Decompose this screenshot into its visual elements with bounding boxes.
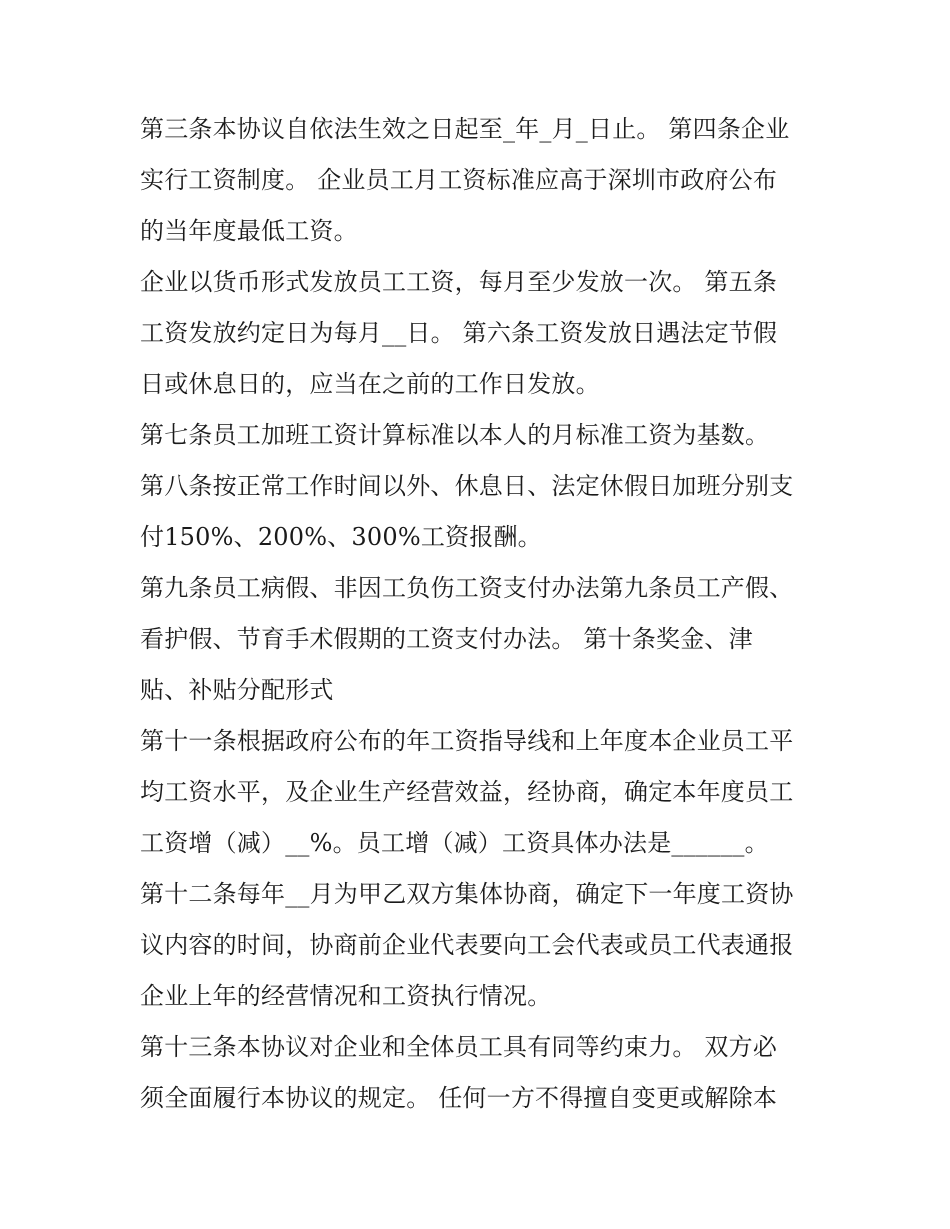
text-line: 企业以货币形式发放员工工资，每月至少发放一次。 第五条 [140,268,778,296]
text-line: 付150%、200%、300%工资报酬。 [140,523,542,551]
text-line: 贴、补贴分配形式 [140,676,334,704]
text-line: 第十三条本协议对企业和全体员工具有同等约束力。 双方必 [140,1033,778,1061]
text-line: 须全面履行本协议的规定。 任何一方不得擅自变更或解除本 [140,1084,778,1112]
text-line: 第三条本协议自依法生效之日起至_年_月_日止。 第四条企业 [140,115,790,143]
text-line: 日或休息日的，应当在之前的工作日发放。 [140,370,600,398]
text-line: 企业上年的经营情况和工资执行情况。 [140,982,552,1010]
text-line: 的当年度最低工资。 [140,217,358,245]
text-line: 第九条员工病假、非因工负伤工资支付办法第九条员工产假、 [140,574,794,602]
text-line: 第十二条每年__月为甲乙双方集体协商，确定下一年度工资协 [140,880,794,908]
text-line: 实行工资制度。 企业员工月工资标准应高于深圳市政府公布 [140,166,778,194]
text-line: 看护假、节育手术假期的工资支付办法。 第十条奖金、津 [140,625,753,653]
text-line: 工资增（减）__%。员工增（减）工资具体办法是______。 [140,829,769,857]
text-line: 均工资水平，及企业生产经营效益，经协商，确定本年度员工 [140,778,794,806]
text-line: 第八条按正常工作时间以外、休息日、法定休假日加班分别支 [140,472,794,500]
text-line: 议内容的时间，协商前企业代表要向工会代表或员工代表通报 [140,931,794,959]
document-body [140,104,830,1124]
text-line: 工资发放约定日为每月__日。 第六条工资发放日遇法定节假 [140,319,778,347]
text-line: 第七条员工加班工资计算标准以本人的月标准工资为基数。 [140,421,770,449]
text-line: 第十一条根据政府公布的年工资指导线和上年度本企业员工平 [140,727,794,755]
